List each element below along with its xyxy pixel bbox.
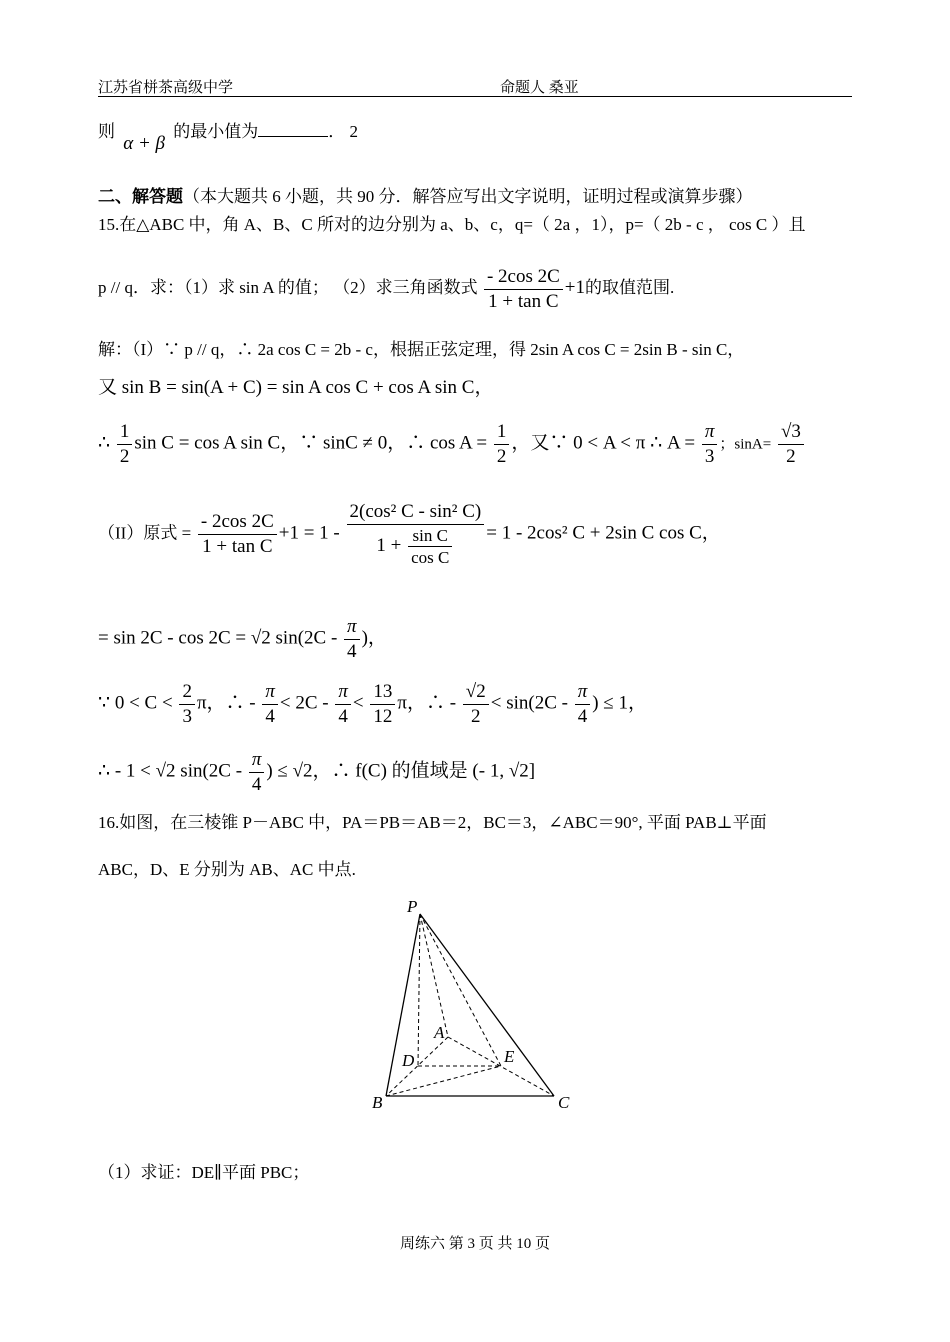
solution-line-3: ∴ $\frac{1}{2}$ sin C = cos A sin C，∵ sinC ≠ 0，∴ cos A = $\frac{1}{2}$ ，又∵ 0 < A < π ∴ A = $\frac{\pi}{3}$ ；sinA= $\frac{√3}{2}$ (98, 420, 806, 469)
fraction: $\frac{\pi}{4}$ (344, 615, 360, 664)
q16-stem-2: ABC，D、E 分别为 AB、AC 中点. (98, 860, 356, 879)
fraction: $\frac{13}{12}$ (370, 680, 395, 729)
pyramid-figure (360, 890, 590, 1120)
fraction: $\frac{\pi}{4}$ (575, 680, 591, 729)
alpha-beta: α + β (123, 133, 166, 154)
page-header (98, 76, 852, 97)
edge-PE (420, 914, 501, 1066)
page-footer: 周练六 第 3 页 共 10 页 (399, 1236, 550, 1252)
label-E: E (504, 1047, 515, 1066)
fraction: 2(cos² C - sin² C) 1 + $\frac{\text{sin C}}{\text{cos C}}$ (347, 500, 485, 568)
fraction: $\frac{√2}{2}$ (463, 680, 489, 729)
fraction: $\frac{1}{2}$ (494, 420, 510, 469)
fraction: $\frac{\pi}{4}$ (335, 680, 351, 729)
q16-part-1: （1）求证：DE∥平面 PBC； (98, 1163, 310, 1182)
solution-line-6: ∵ 0 < C < $\frac{2}{3}$ π，∴ - $\frac{\pi}{4}$ < 2C - $\frac{\pi}{4}$ < $\frac{13}{12}$ π，∴ - $\frac{√2}{2}$ < sin(2C - $\frac{\pi}{4}$ ) ≤ 1， (98, 681, 647, 727)
fraction: $\frac{- 2\cos 2C}{\text{1 + tan C}}$ (484, 265, 563, 314)
q14-tail: 则 α + β 的最小值为 ． 2 (98, 122, 359, 154)
school-name: 江苏省栟茶高级中学 (98, 80, 234, 96)
solution-line-5: = sin 2C - cos 2C = √2 sin(2C - $\frac{\pi}{4}$ )， (98, 616, 387, 662)
fraction: $\frac{√3}{2}$ (778, 420, 804, 469)
edge-PD (418, 914, 420, 1066)
fraction: $\frac{- 2\cos 2C}{\text{1 + tan C}}$ (198, 510, 277, 559)
q15-stem-2: p // q．求：（1）求 sin A 的值； （2）求三角函数式 $\frac{- 2\cos 2C}{\text{1 + tan C}}$ +1的取值范围. (98, 266, 675, 312)
author: 命题人 桑亚 (500, 80, 579, 96)
label-A: A (434, 1023, 445, 1042)
label-D: D (402, 1051, 415, 1070)
fraction: $\frac{\pi}{3}$ (702, 420, 718, 469)
fraction: $\frac{2}{3}$ (179, 680, 195, 729)
solution-line-1: 解：（I）∵ p // q，∴ 2a cos C = 2b - c，根据正弦定理，得 2sin A cos C = 2sin B - sin C， (98, 340, 745, 359)
edge-BE (386, 1066, 501, 1096)
fraction: $\frac{\pi}{4}$ (249, 748, 265, 797)
label-C: C (558, 1093, 570, 1112)
fraction: $\frac{\pi}{4}$ (262, 680, 278, 729)
edge-PC (420, 914, 554, 1096)
solution-line-2: 又 sin B = sin(A + C) = sin A cos C + cos A sin C， (98, 377, 494, 398)
q15-stem-1: 15.在△ABC 中，角 A、B、C 所对的边分别为 a、b、c，q=（ 2a ，1），p=（ 2b - c ， cos C ）且 (98, 215, 806, 234)
solution-line-4: （II）原式 = $\frac{- 2\cos 2C}{\text{1 + tan C}}$ +1 = 1 - 2(cos² C - sin² C) 1 + $\frac{\text{sin C}}{\text{cos C}}$ = 1 - 2cos² C + 2sin C cos C， (98, 501, 721, 567)
fraction: $\frac{1}{2}$ (117, 420, 133, 469)
label-P: P (407, 897, 418, 916)
solution-line-7: ∴ - 1 < √2 sin(2C - $\frac{\pi}{4}$ ) ≤ √2，∴ f(C) 的值域是 (- 1, √2] (98, 749, 536, 795)
answer: 2 (349, 122, 359, 141)
answer-blank (258, 122, 328, 137)
q16-stem-1: 16.如图，在三棱锥 P－ABC 中，PA＝PB＝AB＝2，BC＝3，∠ABC＝90°, 平面 PAB⊥平面 (98, 813, 767, 832)
label-B: B (372, 1093, 383, 1112)
section-2-heading: 二、解答题（本大题共 6 小题，共 90 分．解答应写出文字说明，证明过程或演算步骤） (98, 187, 753, 206)
